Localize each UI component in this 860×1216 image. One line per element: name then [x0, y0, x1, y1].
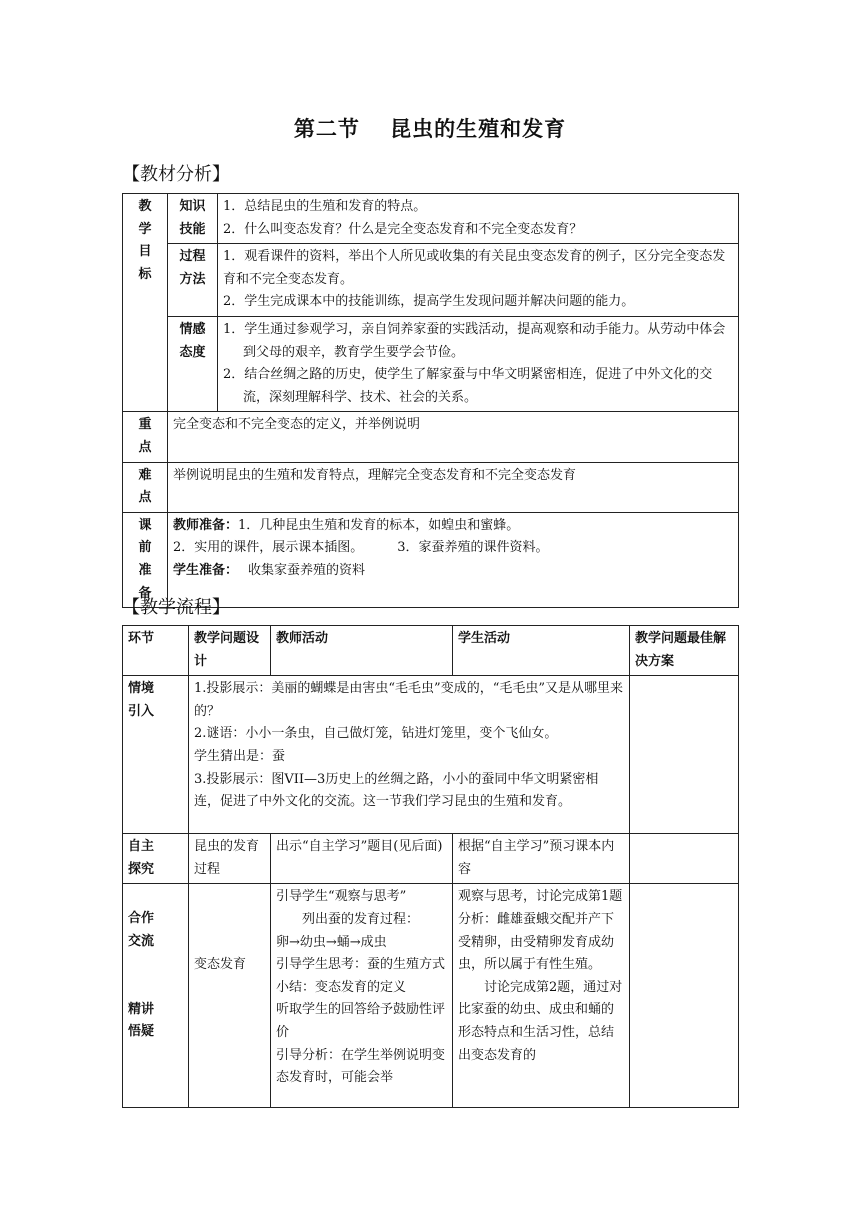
coop-student — [453, 884, 630, 1108]
flow-header: 学生活动 — [453, 626, 630, 676]
intro-content — [189, 676, 630, 834]
student-prep-item: 收集家蚕养殖的资料 — [248, 562, 366, 578]
page-title: 第二节 昆虫的生殖和发育 — [293, 117, 567, 141]
coop-teacher-line: 听取学生的回答给予鼓励性评价 — [276, 1002, 446, 1040]
emotion-item: 2．结合丝绸之路的历史，使学生了解家蚕与中华文明紧密相连，促进了中外文化的交流，深刻理解科学、技术、社会的关系。 — [223, 367, 713, 405]
intro-solution — [630, 676, 739, 834]
coop-teacher-line: 小结：变态发育的定义 — [276, 979, 407, 995]
emotion-content — [218, 316, 739, 411]
intro-line: 学生猜出是：蚕 — [194, 748, 286, 764]
coop-student-line: 讨论完成第2题，通过对比家蚕的幼虫、成虫和蛹的形态特点和生活习性，总结出变态发育的 — [458, 979, 623, 1063]
self-student: 根据“自主学习”预习课本内容 — [453, 834, 630, 884]
knowledge-item: 2．什么叫变态发育？什么是完全变态发育和不完全变态发育？ — [223, 221, 583, 237]
intro-line: 3.投影展示：图VII—3历史上的丝绸之路，小小的蚕同中华文明紧密相连，促进了中外文化的交流。这一节我们学习昆虫的生殖和发育。 — [194, 771, 599, 810]
coop-teacher — [271, 884, 453, 1108]
coop-student-line: 分析：雌雄蚕蛾交配并产下受精卵，由受精卵发育成幼虫，所以属于有性生殖。 — [458, 911, 615, 973]
coop-solution — [630, 884, 739, 1108]
teacher-prep-label: 教师准备： — [173, 517, 239, 533]
coop-teacher-line: 引导学生思考：蚕的生殖方式 — [276, 957, 446, 973]
prep-label: 课 前 准 备 — [123, 512, 168, 607]
goal-label: 教 学 目 标 — [123, 194, 168, 412]
key-content: 完全变态和不完全变态的定义，并举例说明 — [168, 412, 739, 462]
intro-label: 情境 引入 — [123, 676, 189, 834]
prep-content — [168, 512, 739, 607]
flow-header: 教学问题设计 — [189, 626, 271, 676]
flow-header: 环节 — [123, 626, 189, 676]
coop-teacher-line: 引导学生“观察与思考” — [276, 889, 407, 905]
knowledge-content — [218, 194, 739, 244]
student-prep-label: 学生准备： — [173, 562, 239, 578]
section-heading-flow: 【教学流程】 — [122, 597, 230, 618]
process-label: 过程 方法 — [168, 244, 218, 317]
process-item: 2．学生完成课本中的技能训练，提高学生发现问题并解决问题的能力。 — [223, 294, 635, 310]
emotion-label: 情感 态度 — [168, 316, 218, 411]
emotion-item: 1．学生通过参观学习，亲自饲养家蚕的实践活动，提高观察和动手能力。从劳动中体会到父母的艰辛，教育学生要学会节俭。 — [223, 321, 726, 360]
coop-student-line: 观察与思考，讨论完成第1题 — [458, 889, 623, 905]
flow-table — [122, 625, 739, 1108]
teacher-prep-item: 3．家蚕养殖的课件资料。 — [397, 540, 549, 556]
difficult-label: 难 点 — [123, 462, 168, 512]
key-label: 重 点 — [123, 412, 168, 462]
knowledge-item: 1．总结昆虫的生殖和发育的特点。 — [223, 199, 427, 214]
self-label: 自主 探究 — [123, 834, 189, 884]
difficult-content: 举例说明昆虫的生殖和发育特点，理解完全变态发育和不完全变态发育 — [168, 462, 739, 512]
coop-teacher-line: 列出蚕的发育过程： — [302, 911, 420, 927]
teacher-prep-item: 2．实用的课件，展示课本插图。 — [173, 540, 364, 556]
teacher-prep-item: 1．几种昆虫生殖和发育的标本，如蝗虫和蜜蜂。 — [238, 517, 520, 533]
intro-line: 1.投影展示：美丽的蝴蝶是由害虫“毛毛虫”变成的，“毛毛虫”又是从哪里来的？ — [194, 681, 623, 719]
process-content — [218, 244, 739, 317]
flow-header: 教师活动 — [271, 626, 453, 676]
self-teacher: 出示“自主学习”题目(见后面) — [271, 834, 453, 884]
knowledge-label: 知识 技能 — [168, 194, 218, 244]
self-solution — [630, 834, 739, 884]
coop-teacher-line: 引导分析：在学生举例说明变态发育时，可能会举 — [276, 1047, 446, 1086]
intro-line: 2.谜语：小小一条虫，自己做灯笼，钻进灯笼里，变个飞仙女。 — [194, 726, 558, 742]
process-item: 1．观看课件的资料，举出个人所见或收集的有关昆虫变态发育的例子，区分完全变态发育和不完全变态发育。 — [223, 249, 726, 287]
section-heading-analysis: 【教材分析】 — [122, 164, 230, 185]
coop-teacher-line: 卵→幼虫→蛹→成虫 — [276, 934, 387, 950]
coop-problem: 变态发育 — [189, 884, 271, 1108]
flow-header: 教学问题最佳解决方案 — [630, 626, 739, 676]
self-problem: 昆虫的发育过程 — [189, 834, 271, 884]
analysis-table — [122, 193, 739, 608]
coop-label: 合作 交流 精讲 悟疑 — [123, 884, 189, 1108]
